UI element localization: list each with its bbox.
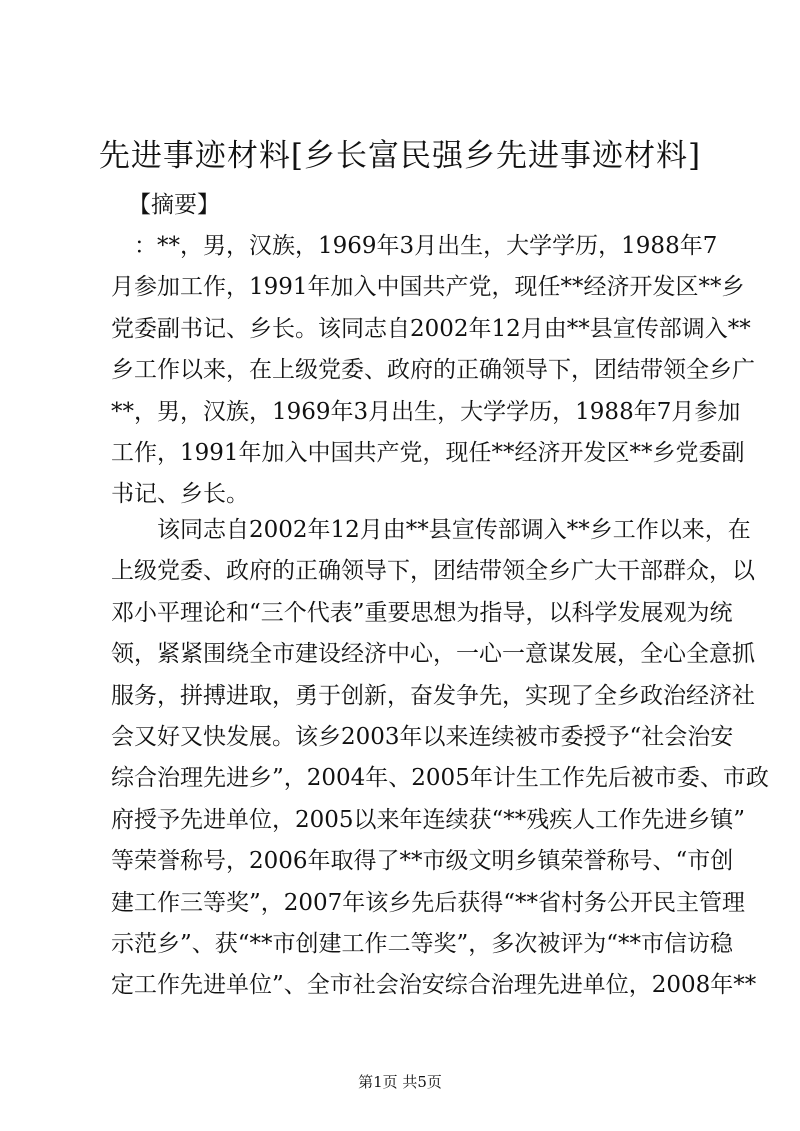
paragraph-line: 上级党委、政府的正确领导下，团结带领全乡广大干部群众，以	[111, 558, 755, 585]
paragraph-line: **，男，汉族，1969年3月出生，大学学历，1988年7月参加	[111, 398, 741, 425]
paragraph-line: 领，紧紧围绕全市建设经济中心，一心一意谋发展，全心全意抓	[111, 641, 755, 668]
paragraph-line: 党委副书记、乡长。该同志自2002年12月由**县宣传部调入**	[111, 315, 751, 342]
paragraph-line: 月参加工作，1991年加入中国共产党，现任**经济开发区**乡	[111, 274, 745, 301]
paragraph-line: 乡工作以来，在上级党委、政府的正确领导下，团结带领全乡广	[111, 357, 755, 384]
paragraph-line: 示范乡”、获“**市创建工作二等奖”，多次被评为“**市信访稳	[111, 930, 734, 957]
paragraph-line: 服务，拼搏进取，勇于创新，奋发争先，实现了全乡政治经济社	[111, 682, 755, 709]
page-footer: 第1页 共5页	[358, 1073, 442, 1091]
paragraph-line: ：**，男，汉族，1969年3月出生，大学学历，1988年7	[111, 233, 718, 259]
document-title: 先进事迹材料[乡长富民强乡先进事迹材料]	[98, 138, 702, 174]
paragraph-line: 工作，1991年加入中国共产党，现任**经济开发区**乡党委副	[111, 439, 745, 466]
paragraph-line: 会又好又快发展。该乡2003年以来连续被市委授予“社会治安	[111, 723, 734, 750]
paragraph-line: 等荣誉称号，2006年取得了**市级文明乡镇荣誉称号、“市创	[111, 848, 734, 875]
abstract-heading: 【摘要】	[128, 192, 220, 218]
paragraph-line: 邓小平理论和“三个代表”重要思想为指导，以科学发展观为统	[111, 599, 733, 626]
paragraph-line: 建工作三等奖”，2007年该乡先后获得“**省村务公开民主管理	[111, 889, 746, 916]
paragraph-2	[111, 510, 769, 1007]
paragraph-line: 综合治理先进乡”，2004年、2005年计生工作先后被市委、市政	[111, 765, 769, 792]
paragraph-line: 该同志自2002年12月由**县宣传部调入**乡工作以来，在	[111, 517, 751, 543]
paragraph-1	[111, 226, 755, 516]
paragraph-line: 书记、乡长。	[111, 481, 249, 508]
paragraph-line: 定工作先进单位”、全市社会治安综合治理先进单位，2008年**	[111, 972, 757, 999]
paragraph-line: 府授予先进单位，2005以来年连续获“**残疾人工作先进乡镇”	[111, 806, 746, 833]
